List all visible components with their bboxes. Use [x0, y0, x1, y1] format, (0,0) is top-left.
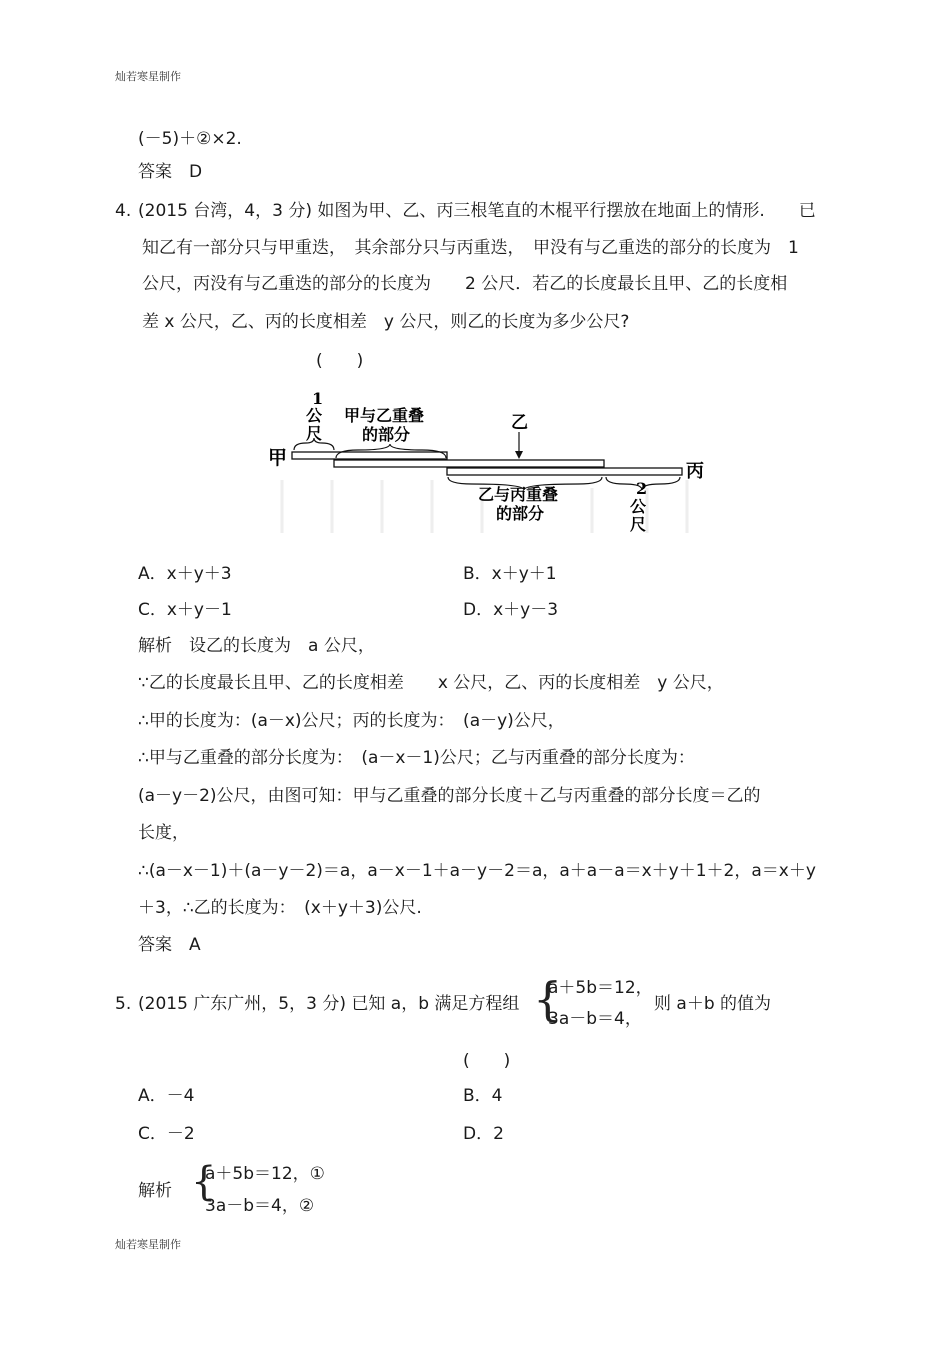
label-yi: 乙	[511, 413, 528, 433]
arrow-head	[515, 451, 523, 459]
q5-solution-eq-2: 3a－b＝4，②	[205, 1196, 315, 1216]
q4-option-b: B．x＋y＋1	[463, 564, 557, 584]
q4-solution-line-8: ＋3，∴乙的长度为： (x＋y＋3)公尺.	[138, 898, 422, 918]
q4-option-d: D．x＋y－3	[463, 600, 559, 620]
page-footer: 灿若寒星制作	[115, 1238, 181, 1251]
q5-number: 5.	[115, 994, 132, 1014]
label-two: 2	[636, 479, 648, 498]
q5-stem-after: 则 a＋b 的值为	[654, 994, 772, 1014]
q5-stem-before: (2015 广东广州，5，3 分) 已知 a，b 满足方程组	[138, 994, 520, 1014]
q4-answer: 答案 A	[138, 935, 201, 955]
label-chi-1: 尺	[306, 424, 323, 443]
q4-stem-line-4: 差 x 公尺，乙、丙的长度相差 y 公尺，则乙的长度为多少公尺?	[142, 312, 630, 332]
q5-solution-brace: {	[191, 1159, 217, 1205]
label-jia: 甲	[268, 447, 288, 469]
prev-answer: 答案 D	[138, 162, 203, 182]
q4-solution-line-7: ∴(a－x－1)＋(a－y－2)＝a，a－x－1＋a－y－2＝a，a＋a－a＝x＋y＋1＋2，a＝x＋y	[138, 861, 816, 881]
q4-stem-line-2: 知乙有一部分只与甲重迭， 其余部分只与丙重迭， 甲没有与乙重迭的部分的长度为 1	[142, 238, 799, 258]
label-overlap-yi-bing-2: 的部分	[496, 504, 545, 523]
label-gong-1: 公	[306, 406, 323, 425]
q5-option-b: B．4	[463, 1086, 503, 1106]
prev-solution-line: (－5)＋②×2.	[138, 129, 242, 149]
q4-stick-figure	[262, 388, 722, 538]
q4-solution-line-1: 解析 设乙的长度为 a 公尺，	[138, 636, 375, 656]
q4-stem-line-3: 公尺，丙没有与乙重迭的部分的长度为 2 公尺．若乙的长度最长且甲、乙的长度相	[142, 274, 788, 294]
label-overlap-yi-bing-1: 乙与丙重叠	[478, 485, 559, 504]
q4-option-a: A．x＋y＋3	[138, 564, 232, 584]
label-bing: 丙	[686, 461, 704, 482]
q4-solution-line-2: ∵乙的长度最长且甲、乙的长度相差 x 公尺，乙、丙的长度相差 y 公尺，	[138, 673, 724, 693]
q5-solution-eq-1: a＋5b＝12，①	[205, 1164, 325, 1184]
page-header: 灿若寒星制作	[115, 70, 181, 83]
q5-equation-2: 3a－b＝4，	[548, 1009, 642, 1029]
q4-solution-line-6: 长度，	[138, 823, 189, 843]
q4-solution-line-5: (a－y－2)公尺，由图可知：甲与乙重叠的部分长度＋乙与丙重叠的部分长度＝乙的	[138, 786, 761, 806]
stick-jia	[292, 452, 447, 459]
q5-system-brace: {	[533, 972, 563, 1026]
label-one: 1	[312, 389, 324, 408]
q5-option-c: C．－2	[138, 1124, 195, 1144]
label-overlap-jia-yi-1: 甲与乙重叠	[344, 406, 425, 425]
q5-solution-label: 解析	[138, 1181, 172, 1201]
q5-equation-1: a＋5b＝12，	[548, 978, 653, 998]
q4-number: 4.	[115, 201, 132, 221]
q4-answer-blank: ( )	[316, 351, 364, 371]
q4-stem-line-1: (2015 台湾，4，3 分) 如图为甲、乙、丙三根笔直的木棍平行摆放在地面上的情形. 已	[138, 201, 816, 221]
stick-yi	[334, 460, 604, 467]
q5-option-d: D．2	[463, 1124, 504, 1144]
q5-answer-blank: ( )	[463, 1051, 511, 1071]
q5-option-a: A．－4	[138, 1086, 195, 1106]
q4-option-c: C．x＋y－1	[138, 600, 232, 620]
label-chi-2: 尺	[630, 515, 647, 534]
label-gong-2: 公	[630, 497, 647, 516]
stick-bing	[447, 468, 682, 475]
label-overlap-jia-yi-2: 的部分	[362, 425, 411, 444]
q4-solution-line-3: ∴甲的长度为：(a－x)公尺；丙的长度为： (a－y)公尺，	[138, 711, 565, 731]
q4-solution-line-4: ∴甲与乙重叠的部分长度为： (a－x－1)公尺；乙与丙重叠的部分长度为：	[138, 748, 695, 768]
